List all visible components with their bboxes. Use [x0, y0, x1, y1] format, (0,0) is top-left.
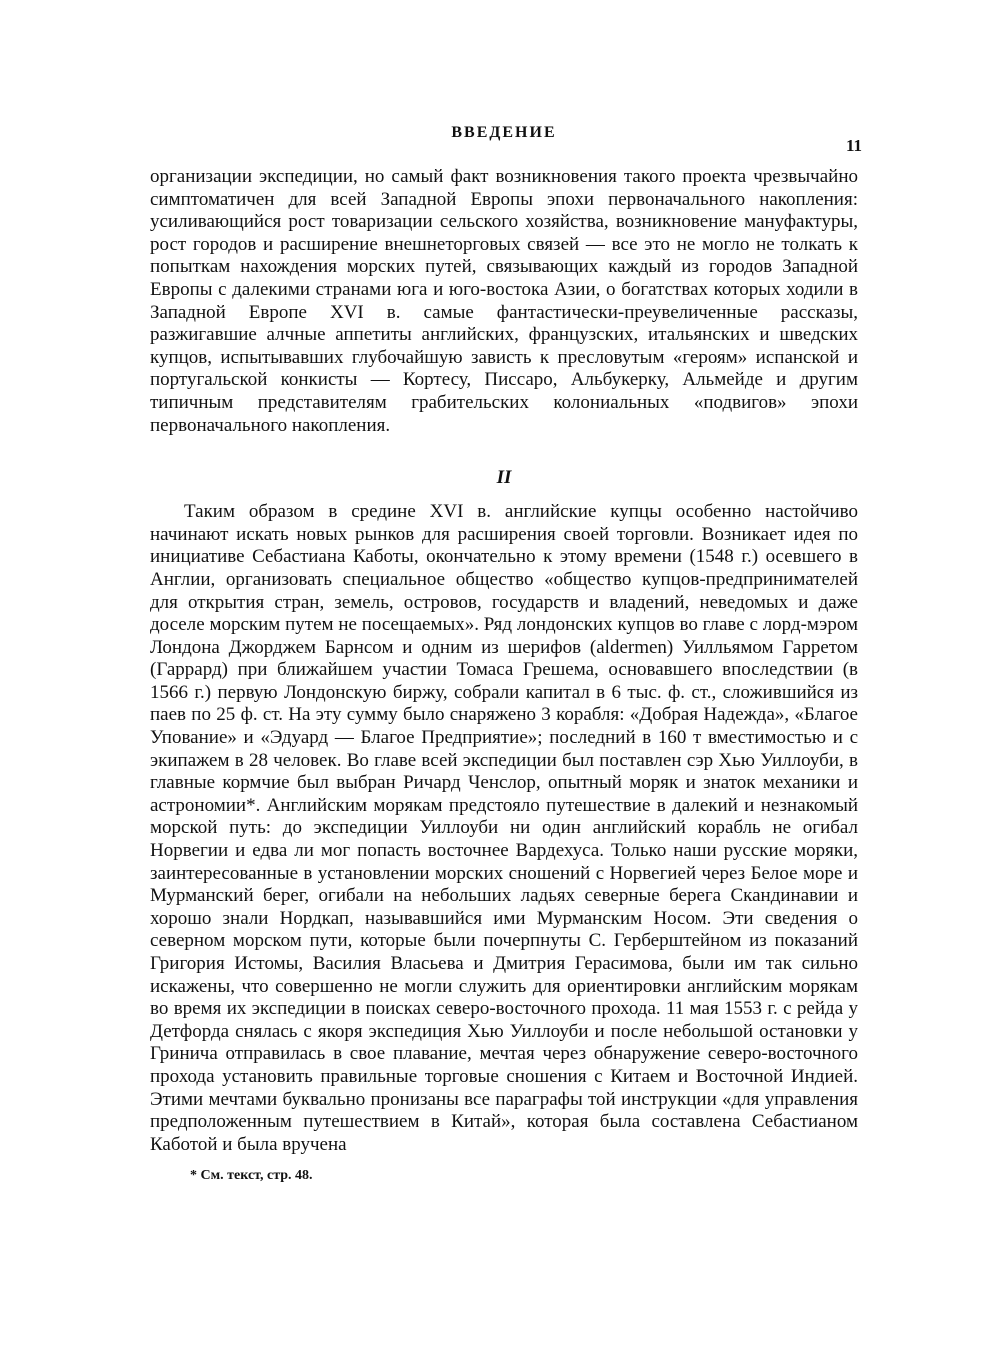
page-header: [150, 120, 862, 160]
footnote: * См. текст, стр. 48.: [190, 1168, 313, 1184]
book-page: [150, 120, 862, 1184]
section-number: II: [496, 467, 512, 489]
paragraph-continuation: организации экспедиции, но самый факт возникновения такого проекта чрезвычайно симптоматичен для всей Западной Европы эпохи первоначального накопления: усиливающийся рост товаризации сельского хозяйства, возникновение мануфактуры, рост городов и расширение внешнеторговых связей — все это не могло не толкать к попыткам нахождения морских путей, связывающих каждый из городов Западной Европы с далекими странами юга и юго-востока Азии, о богатствах которых ходили в Западной Европе XVI в. самые фантастически-преувеличенные рассказы, разжигавшие алчные аппетиты английских, французских, итальянских и шведских купцов, испытывавших глубочайшую зависть к пресловутым «героям» испанской и португальской конкисты — Кортесу, Писсаро, Альбукерку, Альмейде и другим типичным представителям грабительских колониальных «подвигов» эпохи первоначального накопления.: [150, 166, 858, 436]
page-number: 11: [845, 136, 862, 155]
running-title: ВВЕДЕНИЕ: [451, 124, 557, 141]
paragraph-main: Таким образом в средине XVI в. английские купцы особенно настойчиво начинают искать новых рынков для расширения своей торговли. Возникает идея по инициативе Себастиана Каботы, окончательно к этому времени (1548 г.) осевшего в Англии, организовать специальное общество «общество купцов-предпринимателей для открытия стран, земель, островов, государств и владений, неведомых и даже доселе морским путем не посещаемых». Ряд лондонских купцов во главе с лорд-мэром Лондона Джорджем Барнсом и одним из шерифов (aldermen) Уилльямом Гарретом (Гаррард) при ближайшем участии Томаса Грешема, основавшего впоследствии (в 1566 г.) первую Лондонскую биржу, собрали капитал в 6 тыс. ф. ст., сложившийся из паев по 25 ф. ст. На эту сумму было снаряжено 3 корабля: «Добрая Надежда», «Благое Упование» и «Эдуард — Благое Предприятие»; последний в 160 т вместимостью и с экипажем в 28 человек. Во главе всей экспедиции был поставлен сэр Хью Уиллоуби, в главные кормчие был выбран Ричард Ченслор, опытный моряк и знаток механики и астрономии*. Английским морякам предстояло путешествие в далекий и незнакомый морской путь: до экспедиции Уиллоуби ни один английский корабль не огибал Норвегии и едва ли мог попасть восточнее Вардехуса. Только наши русские моряки, заинтересованные в установлении морских сношений с Норвегией через Белое море и Мурманский берег, огибали на небольших ладьях северные берега Скандинавии и хорошо знали Нордкап, называвшийся ими Мурманским Носом. Эти сведения о северном морском пути, которые были почерпнуты С. Герберштейном из показаний Григория Истомы, Василия Власьева и Дмитрия Герасимова, были им так сильно искажены, что совершенно не могли служить для ориентировки английским морякам во время их экспедиции в поисках северо-восточного прохода. 11 мая 1553 г. с рейда у Детфорда снялась с якоря экспедиция Хью Уиллоуби и после небольшой остановки у Гринича отправилась в свое плавание, мечтая через обнаружение северо-восточного прохода установить правильные торговые сношения с Китаем и Восточной Индией. Этими мечтами буквально пронизаны все параграфы той инструкции «для управления предположенным путешествием в Китай», которая была составлена Себастианом Каботой и была вручена: [150, 501, 858, 1155]
